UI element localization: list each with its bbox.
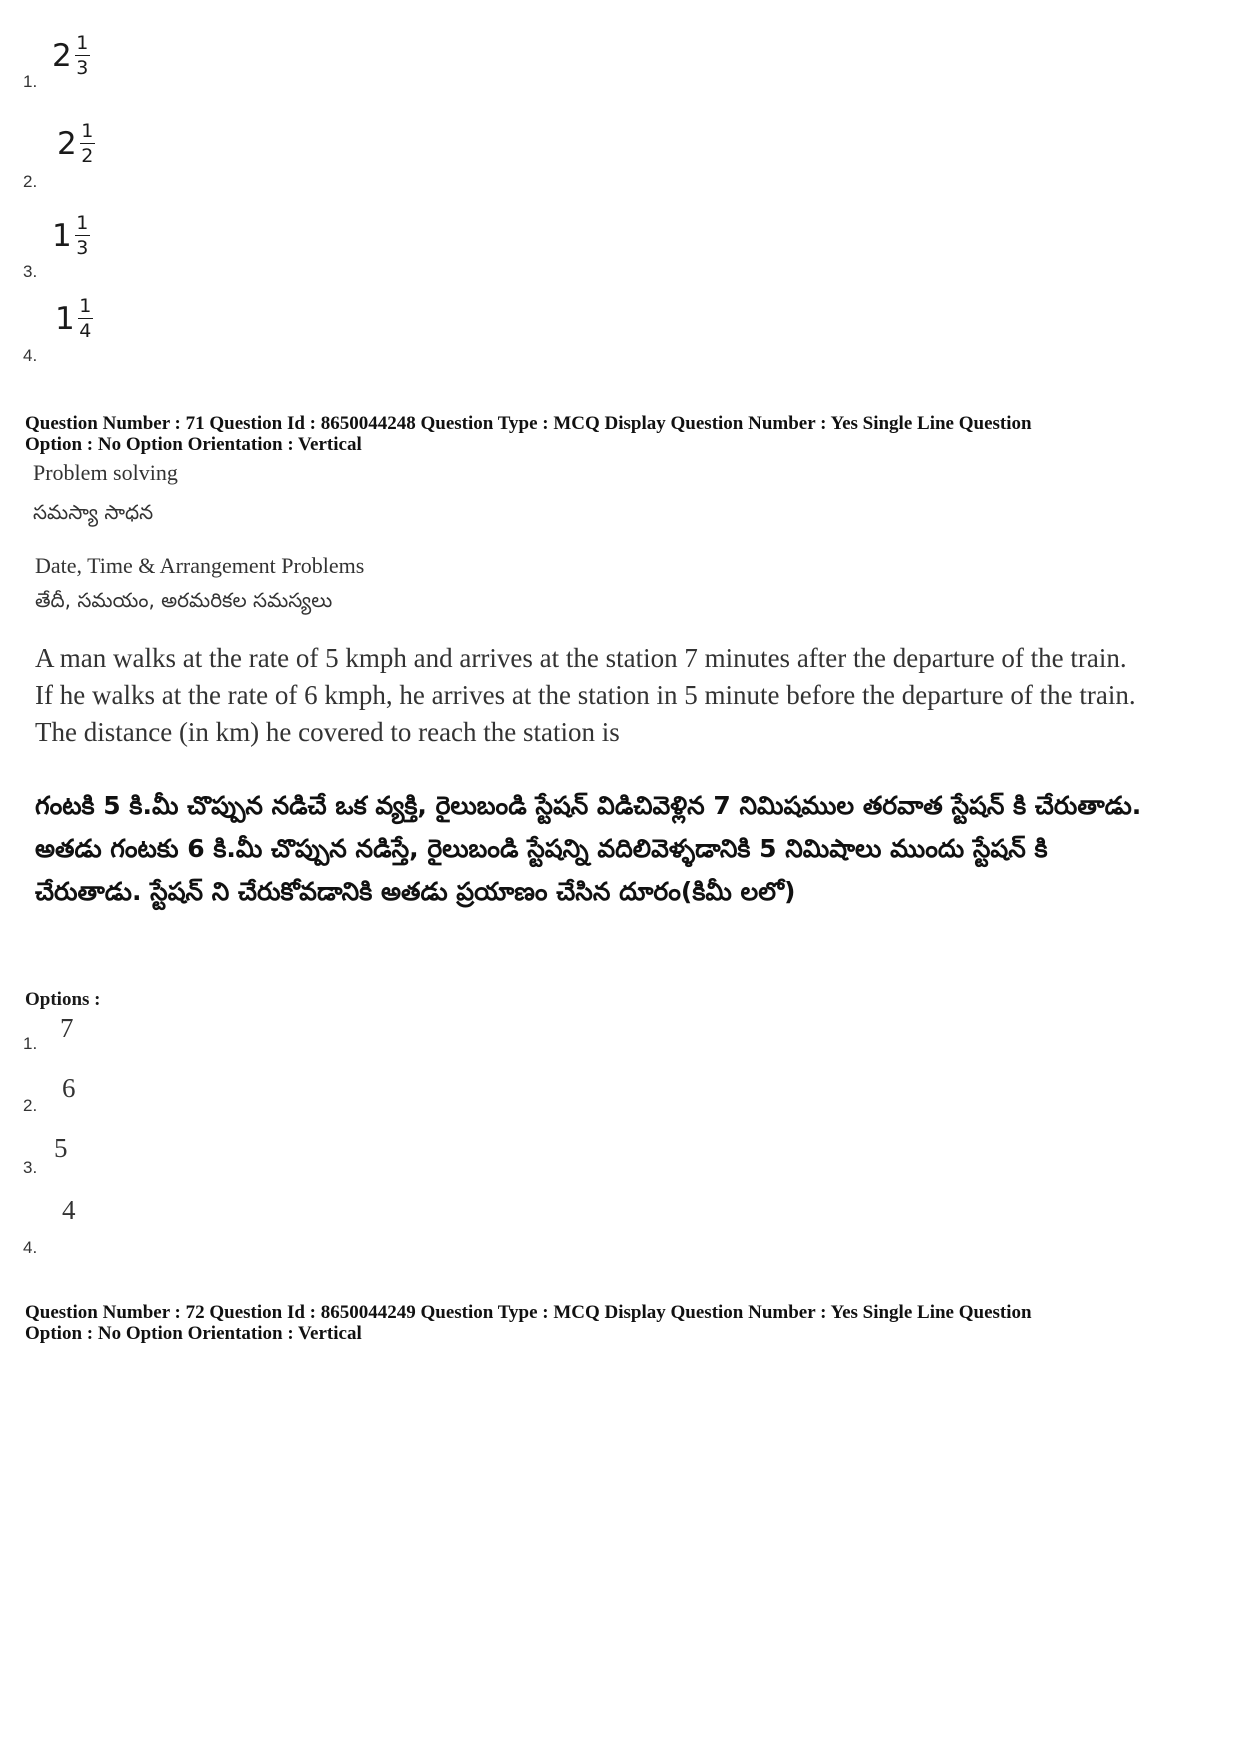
option-number: 2. <box>23 172 38 191</box>
option-value: 5 <box>54 1133 68 1163</box>
question-71-meta: Question Number : 71 Question Id : 8650044248 Question Type : MCQ Display Question Number : Yes Single Line Question Option : No Option Orientation : Vertical <box>25 413 1032 455</box>
option-value: 6 <box>62 1073 76 1103</box>
option-number: 3. <box>23 1158 38 1177</box>
mixed-fraction: 1 $\frac{1}{4}$ <box>55 295 92 342</box>
option-number: 1. <box>23 1034 38 1053</box>
option-value: 7 <box>60 1013 74 1043</box>
topic-telugu: తేదీ, సమయం, అరమరికల సమస్యలు <box>35 588 333 612</box>
question-text-english: A man walks at the rate of 5 kmph and arrives at the station 7 minutes after the departure of the train. If he walks at the rate of 6 kmph, he arrives at the station in 5 minute before the departure of the train. The distance (in km) he covered to reach the station is <box>35 643 1136 747</box>
option-number: 3. <box>23 262 38 281</box>
category-telugu: సమస్యా సాధన <box>33 500 154 524</box>
category-english: Problem solving <box>33 460 178 485</box>
option-number: 4. <box>23 1238 38 1257</box>
option-number: 1. <box>23 72 38 91</box>
question-72-meta: Question Number : 72 Question Id : 8650044249 Question Type : MCQ Display Question Number : Yes Single Line Question Option : No Option Orientation : Vertical <box>25 1302 1032 1344</box>
mixed-fraction: 1 $\frac{1}{3}$ <box>52 212 89 259</box>
mixed-fraction: 2 $\frac{1}{2}$ <box>57 120 94 167</box>
option-number: 2. <box>23 1096 38 1115</box>
question-text-telugu: గంటకి 5 కి.మీ చొప్పున నడిచే ఒక వ్యక్తి, రైలుబండి స్టేషన్ విడిచివెళ్లిన 7 నిమిషముల తరవాత స్టేషన్ కి చేరుతాడు. అతడు గంటకు 6 కి.మీ చొప్పున నడిస్తే, రైలుబండి స్టేషన్ని వదిలివెళ్ళడానికి 5 నిమిషాలు ముందు స్టేషన్ కి చేరుతాడు. స్టేషన్ ని చేరుకోవడానికి అతడు ప్రయాణం చేసిన దూరం(కిమీ లలో) <box>35 791 1142 906</box>
options-label: Options : <box>25 989 101 1010</box>
topic-english: Date, Time & Arrangement Problems <box>35 553 365 578</box>
mixed-fraction: 2 $\frac{1}{3}$ <box>52 32 89 79</box>
option-value: 4 <box>62 1195 76 1225</box>
option-number: 4. <box>23 346 38 365</box>
